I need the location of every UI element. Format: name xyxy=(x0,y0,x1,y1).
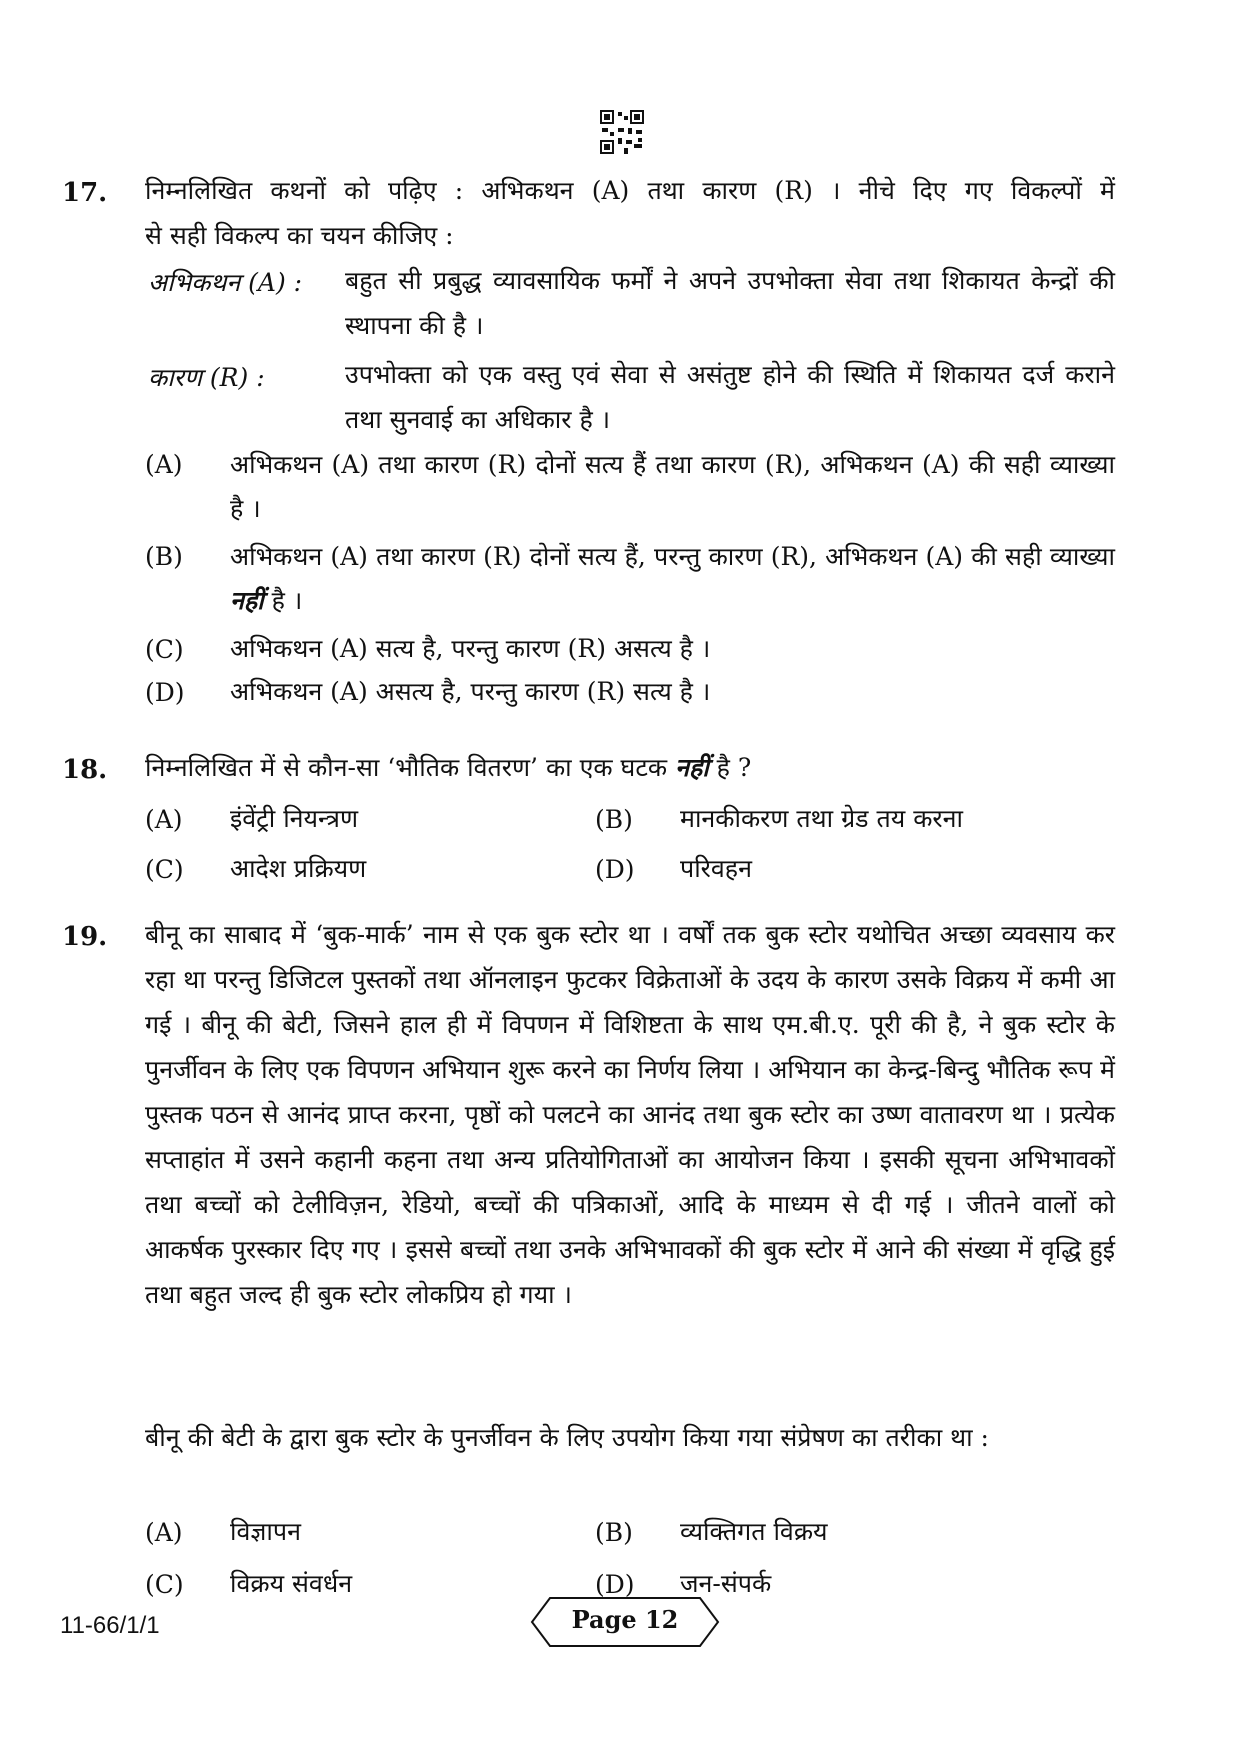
paper-code: 11-66/1/1 xyxy=(60,1612,160,1639)
question-intro xyxy=(145,168,1115,258)
case-passage: बीनू का साबाद में ‘बुक-मार्क’ नाम से एक बुक स्टोर था । वर्षों तक बुक स्टोर यथोचित अच्छा व्यवसाय कर रहा था परन्तु डिजिटल पुस्तकों तथा ऑनलाइन फुटकर विक्रेताओं के उदय के कारण उसके विक्रय में कमी आ गई । बीनू की बेटी, जिसने हाल ही में विपणन में विशिष्टता के साथ एम.बी.ए. पूरी की है, ने बुक स्टोर के पुनर्जीवन के लिए एक विपणन अभियान शुरू करने का निर्णय लिया । अभियान का केन्द्र-बिन्दु भौतिक रूप में पुस्तक पठन से आनंद प्राप्त करना, पृष्ठों को पलटने का आनंद तथा बुक स्टोर का उष्ण वातावरण था । प्रत्येक सप्ताहांत में उसने कहानी कहना तथा अन्य प्रतियोगिताओं का आयोजन किया । इसकी सूचना अभिभावकों तथा बच्चों को टेलीविज़न, रेडियो, बच्चों की पत्रिकाओं, आदि के माध्यम से दी गई । जीतने वालों को आकर्षक पुरस्कार दिए गए । इससे बच्चों तथा उनके अभिभावकों की बुक स्टोर में आने की संख्या में वृद्धि हुई तथा बहुत जल्द ही बुक स्टोर लोकप्रिय हो गया । xyxy=(145,920,1115,1309)
question-stem-part: है ? xyxy=(716,753,752,782)
option-text: विक्रय संवर्धन xyxy=(230,1569,353,1598)
option-letter: (A) xyxy=(145,450,183,479)
reason-text: उपभोक्ता को एक वस्तु एवं सेवा से असंतुष्ट होने की स्थिति में शिकायत दर्ज कराने तथा सुनवाई का अधिकार है । xyxy=(345,360,1115,434)
question-number: 19. xyxy=(62,922,108,952)
option-text: अभिकथन (A) असत्य है, परन्तु कारण (R) सत्य है । xyxy=(230,677,711,706)
option-letter: (B) xyxy=(145,542,183,571)
option-text: जन-संपर्क xyxy=(680,1569,772,1598)
assertion-text: बहुत सी प्रबुद्ध व्यावसायिक फर्मों ने अपने उपभोक्ता सेवा तथा शिकायत केन्द्रों की स्थापना की है । xyxy=(345,266,1115,340)
emphasis-text: नहीं xyxy=(230,586,264,615)
option-letter: (D) xyxy=(145,678,185,707)
question-intro-line: से सही विकल्प का चयन कीजिए : xyxy=(145,221,454,250)
option-text: विज्ञापन xyxy=(230,1517,301,1546)
question-stem: बीनू की बेटी के द्वारा बुक स्टोर के पुनर्जीवन के लिए उपयोग किया गया संप्रेषण का तरीका था : xyxy=(145,1423,989,1452)
option-text xyxy=(230,535,1115,623)
option-letter: (A) xyxy=(145,1518,183,1547)
question-number: 17. xyxy=(62,178,108,208)
option-text: मानकीकरण तथा ग्रेड तय करना xyxy=(680,804,963,833)
option-letter: (C) xyxy=(145,635,184,664)
option-letter: (C) xyxy=(145,855,184,884)
option-text: अभिकथन (A) तथा कारण (R) दोनों सत्य हैं तथा कारण (R), अभिकथन (A) की सही व्याख्या है । xyxy=(230,450,1115,523)
option-text: परिवहन xyxy=(680,854,752,883)
page-number: Page 12 xyxy=(571,1605,679,1634)
reason-label: कारण (R) : xyxy=(148,363,265,392)
option-text: व्यक्तिगत विक्रय xyxy=(680,1517,828,1546)
emphasis-text: नहीं xyxy=(675,753,709,782)
option-letter: (D) xyxy=(595,855,635,884)
option-letter: (A) xyxy=(145,805,183,834)
question-intro-line: निम्नलिखित कथनों को पढ़िए : अभिकथन (A) तथा कारण (R) । नीचे दिए गए विकल्पों में xyxy=(145,176,1115,205)
option-text-part: है । xyxy=(271,586,303,615)
option-letter: (B) xyxy=(595,805,633,834)
option-text: इंवेंट्री नियन्त्रण xyxy=(230,804,359,833)
option-letter: (C) xyxy=(145,1570,184,1599)
option-text: आदेश प्रक्रियण xyxy=(230,854,367,883)
qr-code-icon xyxy=(600,110,644,154)
question-stem xyxy=(145,745,1115,790)
option-text-part: अभिकथन (A) तथा कारण (R) दोनों सत्य हैं, परन्तु कारण (R), अभिकथन (A) की सही व्याख्या xyxy=(230,542,1115,571)
question-stem-part: निम्नलिखित में से कौन-सा ‘भौतिक वितरण’ का एक घटक xyxy=(145,753,668,782)
question-number: 18. xyxy=(62,755,108,785)
assertion-label: अभिकथन (A) : xyxy=(148,268,303,297)
option-text: अभिकथन (A) सत्य है, परन्तु कारण (R) असत्य है । xyxy=(230,634,711,663)
option-letter: (B) xyxy=(595,1518,633,1547)
option-letter: (D) xyxy=(595,1570,635,1599)
